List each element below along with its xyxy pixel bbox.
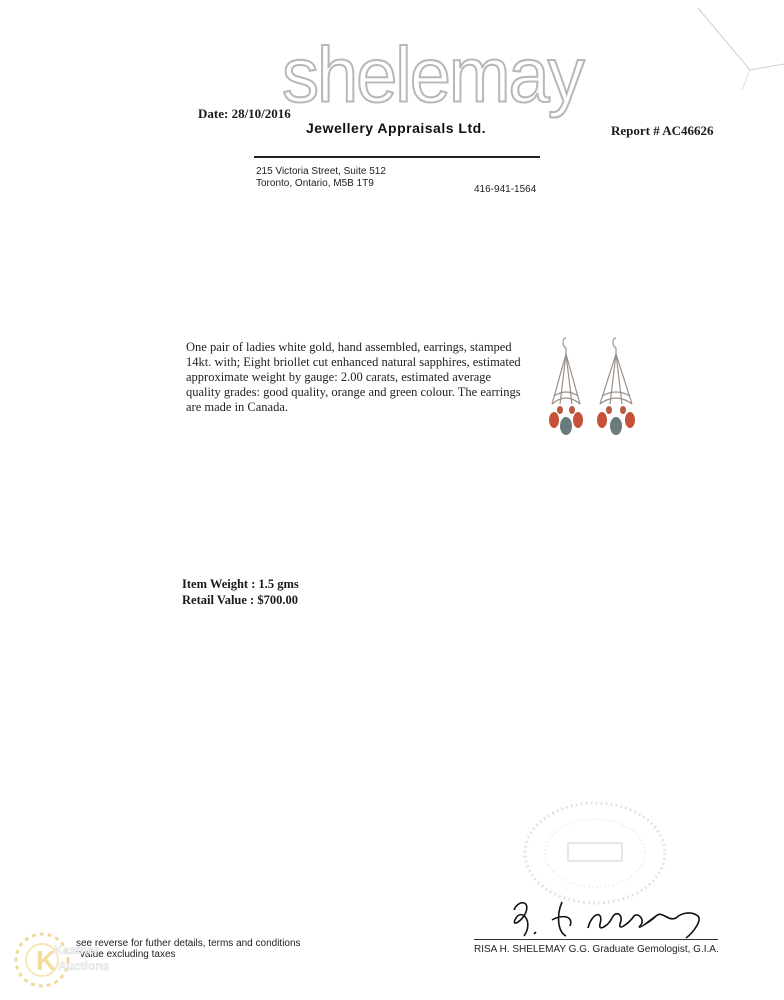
address-line-1: 215 Victoria Street, Suite 512 (256, 166, 386, 177)
retail-value: Retail Value : $700.00 (182, 593, 298, 607)
company-address (256, 166, 386, 190)
company-phone: 416-941-1564 (474, 184, 537, 195)
signature (500, 892, 710, 944)
item-weight: Item Weight : 1.5 gms (182, 577, 299, 591)
item-description: One pair of ladies white gold, hand assembled, earrings, stamped 14kt. with; Eight briollet cut enhanced natural sapphires, estimated approximate weight by gauge: 2.00 carats, estimated average quality grades: good quality, orange and green colour. The earrings are made in Canada. (186, 340, 521, 414)
terms-note: see reverse for futher details, terms and conditions (76, 938, 301, 949)
header-divider (254, 156, 540, 158)
address-line-2: Toronto, Ontario, M5B 1T9 (256, 178, 374, 189)
signature-line (474, 939, 718, 940)
tax-note: *value excluding taxes (76, 949, 176, 960)
company-logo: shelemay (282, 30, 583, 119)
svg-text:K: K (36, 945, 57, 976)
right-earring-stones (597, 406, 635, 435)
earrings-photo (544, 332, 644, 444)
report-number: Report # AC46626 (611, 123, 714, 138)
appraisal-date: Date: 28/10/2016 (198, 106, 291, 121)
svg-text:Kastner: Kastner (54, 943, 99, 957)
auction-watermark-logo (8, 922, 120, 994)
signer-name: RISA H. SHELEMAY G.G. Graduate Gemologist, G.I.A. (474, 944, 719, 955)
page-corner-fold (690, 0, 784, 100)
right-earring (600, 338, 632, 404)
svg-text:Auctions: Auctions (58, 959, 110, 973)
embossed-seal (520, 795, 670, 905)
left-earring (552, 338, 580, 404)
company-name: Jewellery Appraisals Ltd. (306, 120, 487, 136)
left-earring-stones (549, 406, 583, 435)
item-specs (182, 576, 299, 608)
